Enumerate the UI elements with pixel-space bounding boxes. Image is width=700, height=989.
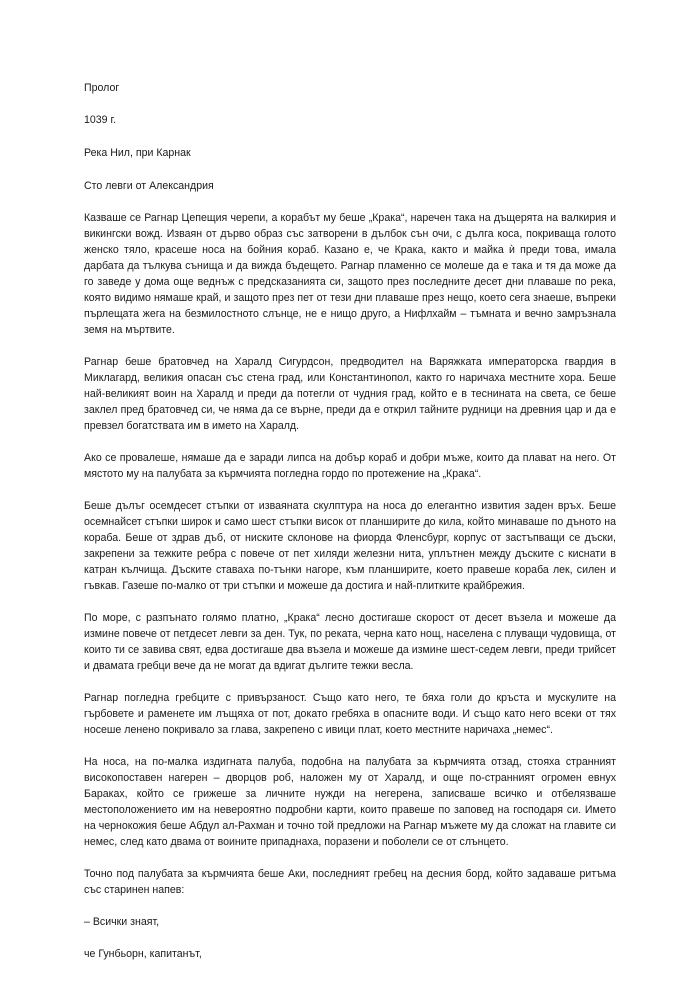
year-line: 1039 г. <box>84 114 117 126</box>
paragraph-6: Рагнар погледна гребците с привързаност. Също като него, те бяха голи до кръста и мускулите на гърбовете и раменете им лъщяха от пот, докато гребяха в опасните води. И също като него всеки от тях носеше ленено покривало за глава, закрепено с ивици плат, което местните наричаха „немес“. <box>84 692 616 736</box>
verse-line-1: – Всички знаят, <box>84 916 160 928</box>
verse-line-2: че Гунбьорн, капитанът, <box>84 948 202 960</box>
prolog-heading: Пролог <box>84 82 120 94</box>
paragraph-4: Беше дълъг осемдесет стъпки от изваяната скулптура на носа до елегантно извития заден връх. Беше осемнайсет стъпки широк и само шест стъпки висок от планширите до кила, който минаваше по дъното на кораба. Беше от здрав дъб, от ниските склонове на фиорда Фленсбург, корпус от застъпващи се дъски, закрепени за тежките ребра с повече от пет хиляди железни нита, уплътнен между дъските с киснати в катран кълчища. Дъските ставаха по-тънки нагоре, към планширите, което правеше кораба лек, силен и гъвкав. Газеше по-малко от три стъпки и можеше да достига и най-плитките крайбрежия. <box>84 500 616 592</box>
paragraph-2: Рагнар беше братовчед на Харалд Сигурдсон, предводител на Варяжката императорска гвардия в Миклагард, великия опасан със стена град, или Константинопол, както го наричаха местните хора. Беше най-великият воин на Харалд и преди да потегли от чудния град, който е в теснината на света, се беше заклел пред братовчед си, че няма да се върне, преди да е открил тайните рудници на древния цар и да е превзел богатствата им в името на Харалд. <box>84 356 616 432</box>
paragraph-7: На носа, на по-малка издигната палуба, подобна на палубата за кърмчията отзад, стояха странният високопоставен нагерен – дворцов роб, наложен му от Харалд, и още по-странният огромен евнух Бараках, който се грижеше за личните нужди на негерена, записваше всичко и отбелязваше местоположението им на невероятно подробни карти, които правеше по заповед на господаря си. Името на чернокожия беше Абдул ал-Рахман и точно той предложи на Рагнар мъжете му да сложат на главите си немес, след като двама от воините припаднаха, поразени и поболели се от слънцето. <box>84 756 616 848</box>
paragraph-8: Точно под палубата за кърмчията беше Аки, последният гребец на десния борд, който задаваше ритъма със старинен напев: <box>84 868 616 896</box>
location-line: Река Нил, при Карнак <box>84 147 191 159</box>
paragraph-3: Ако се провалеше, нямаше да е заради липса на добър кораб и добри мъже, които да плават на него. От мястото му на палубата за кърмчията погледна гордо по протежение на „Крака“. <box>84 452 616 480</box>
paragraph-5: По море, с разпънато голямо платно, „Крака“ лесно достигаше скорост от десет възела и можеше да измине повече от петдесет левги за ден. Тук, по реката, черна като нощ, населена с плуващи чудовища, от които ти се завива свят, едва достигаше два възела и можеше да измине шест-седем левги, преди трийсет и двамата гребци вече да не могат да вдигат дългите тежки весла. <box>84 612 616 672</box>
distance-line: Сто левги от Александрия <box>84 180 214 192</box>
paragraph-1: Казваше се Рагнар Цепещия черепи, а корабът му беше „Крака“, наречен така на дъщерята на валкирия и викингски вожд. Изваян от дърво образ със затворени в дълбок сън очи, с дълга коса, покриваща голото женско тяло, красеше носа на бойния кораб. Казано е, че Крака, както и майка ѝ преди това, имала дарбата да тълкува сънища и да вижда бъдещето. Рагнар пламенно се молеше да е така и тя да може да го заведе у дома още веднъж с предсказанията си, защото през последните десет дни плаваше по река, която видимо нямаше край, и защото през пет от тези дни плаваше през нещо, което сега знаеше, въпреки пърлещата жега на безмилостното слънце, не е нищо друго, а Нифлхайм – тъмната и вечно замръзнала земя на мъртвите. <box>84 212 616 336</box>
